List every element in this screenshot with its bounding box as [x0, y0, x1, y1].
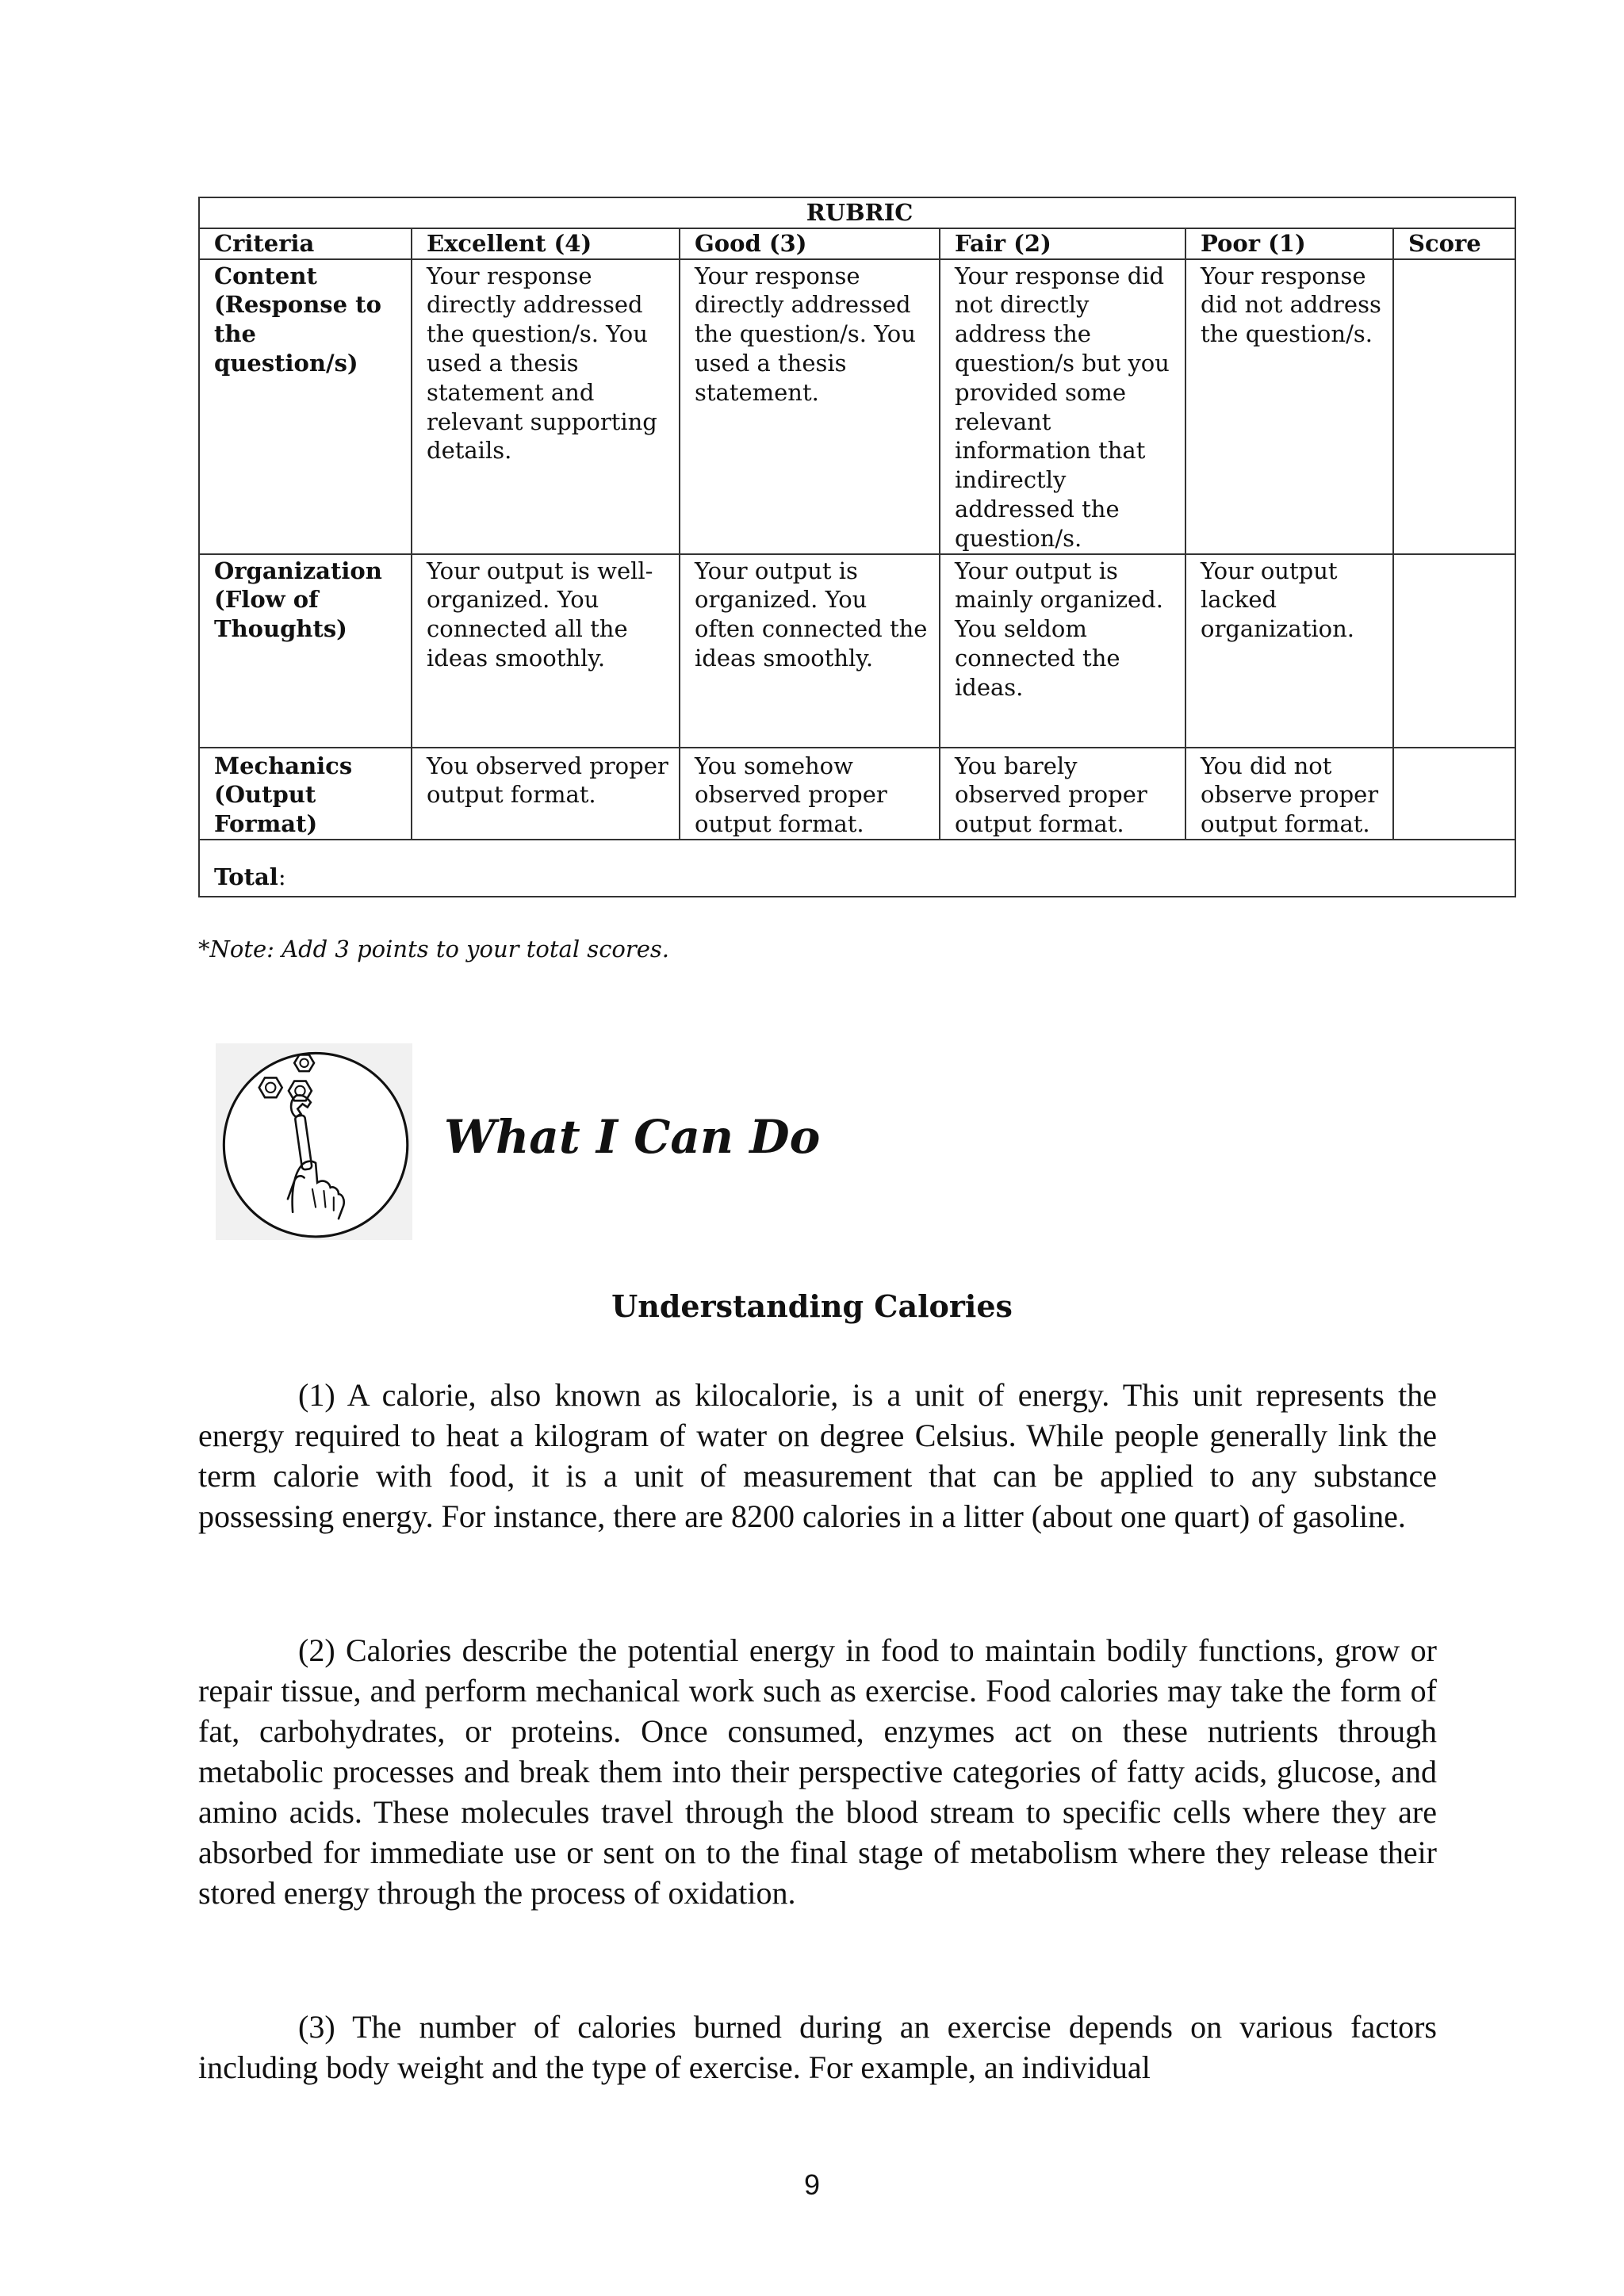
paragraph-2: (2) Calories describe the potential energy in food to maintain bodily functions, grow or repair tissue, and perform mechanical work such as exercise. Food calories may take the form of fat, carbohydrates, or proteins. Once consumed, enzymes act on these nutrients through metabolic processes and break them into their perspective categories of fatty acids, glucose, and amino acids. These molecules travel through the blood stream to specific cells where they are absorbed for immediate use or sent on to the final stage of metabolism where they release their stored energy through the process of oxidation. [198, 1632, 1437, 1911]
poor-cell: You did not observe proper output format. [1185, 748, 1393, 840]
fair-cell: Your output is mainly organized. You seldom connected the ideas. [940, 554, 1185, 748]
header-excellent: Excellent (4) [412, 228, 680, 259]
score-cell[interactable] [1393, 259, 1515, 554]
rubric-title-row [199, 197, 1515, 228]
criteria-cell: Content (Response to the question/s) [199, 259, 412, 554]
poor-cell: Your output lacked organization. [1185, 554, 1393, 748]
rubric-total-row [199, 840, 1515, 897]
rubric-row-mechanics [199, 748, 1515, 840]
total-cell[interactable] [199, 840, 1515, 897]
poor-cell: Your response did not address the question/s. [1185, 259, 1393, 554]
total-colon: : [278, 863, 286, 890]
excellent-cell: Your response directly addressed the question/s. You used a thesis statement and relevant supporting details. [412, 259, 680, 554]
header-good: Good (3) [680, 228, 940, 259]
total-label: Total [214, 863, 278, 890]
fair-cell: Your response did not directly address the question/s but you provided some relevant information that indirectly addressed the question/s. [940, 259, 1185, 554]
rubric-row-content [199, 259, 1515, 554]
paragraph-3: (3) The number of calories burned during an exercise depends on various factors including body weight and the type of exercise. For example, an individual [198, 2009, 1437, 2085]
good-cell: Your response directly addressed the question/s. You used a thesis statement. [680, 259, 940, 554]
criteria-cell: Organization (Flow of Thoughts) [199, 554, 412, 748]
header-score: Score [1393, 228, 1515, 259]
article-title: Understanding Calories [611, 1288, 1013, 1324]
rubric-header-row [199, 228, 1515, 259]
page-number: 9 [803, 2168, 821, 2201]
rubric-title: RUBRIC [199, 197, 1515, 228]
score-cell[interactable] [1393, 554, 1515, 748]
hand-wrench-nuts-icon [216, 1043, 412, 1240]
criteria-cell: Mechanics (Output Format) [199, 748, 412, 840]
excellent-cell: Your output is well-organized. You connected all the ideas smoothly. [412, 554, 680, 748]
fair-cell: You barely observed proper output format. [940, 748, 1185, 840]
rubric-table [198, 197, 1516, 897]
paragraph-1: (1) A calorie, also known as kilocalorie, is a unit of energy. This unit represents the energy required to heat a kilogram of water on degree Celsius. While people generally link the term calorie with food, it is a unit of measurement that can be applied to any substance possessing energy. For instance, there are 8200 calories in a litter (about one quart) of gasoline. [198, 1377, 1437, 1534]
header-fair: Fair (2) [940, 228, 1185, 259]
header-poor: Poor (1) [1185, 228, 1393, 259]
header-criteria: Criteria [199, 228, 412, 259]
section-title: What I Can Do [444, 1110, 821, 1164]
excellent-cell: You observed proper output format. [412, 748, 680, 840]
score-cell[interactable] [1393, 748, 1515, 840]
good-cell: Your output is organized. You often connected the ideas smoothly. [680, 554, 940, 748]
rubric-note: *Note: Add 3 points to your total scores. [198, 936, 670, 962]
rubric-row-organization [199, 554, 1515, 748]
good-cell: You somehow observed proper output format. [680, 748, 940, 840]
